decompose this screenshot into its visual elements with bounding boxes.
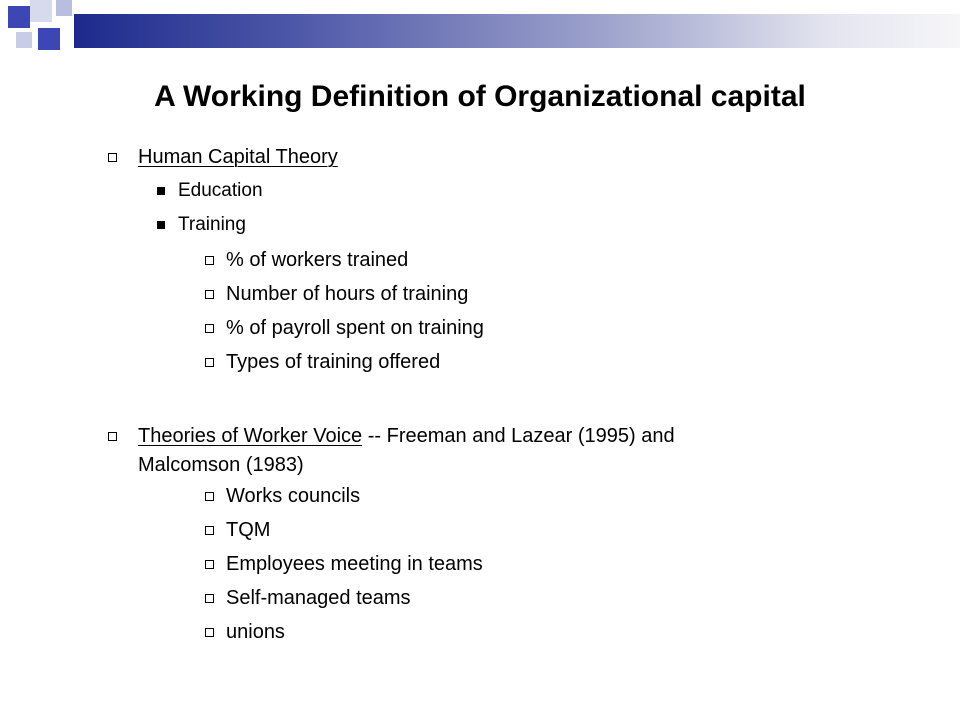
list-item: Employees meeting in teams [226,553,483,575]
decor-square-icon [30,0,52,22]
list-item: % of payroll spent on training [226,317,484,339]
section2-heading-rest: -- Freeman and Lazear (1995) and [362,425,675,447]
hollow-square-bullet-icon [205,526,214,535]
list-item: Number of hours of training [226,283,469,305]
section2-heading-underlined: Theories of Worker Voice [138,425,363,447]
list-item: Self-managed teams [226,587,411,609]
decor-square-icon [38,28,60,50]
solid-square-bullet-icon [157,221,165,229]
hollow-square-bullet-icon [205,290,214,299]
list-item: Training [178,214,246,235]
hollow-square-bullet-icon [205,594,214,603]
list-item: Types of training offered [226,351,441,373]
section1-heading: Human Capital Theory [138,146,338,168]
list-item: Works councils [226,485,361,507]
hollow-square-bullet-icon [205,324,214,333]
decor-square-icon [56,0,72,16]
list-item: Education [178,180,263,201]
list-item: unions [226,621,285,643]
list-item: TQM [226,519,271,541]
decor-square-icon [16,32,32,48]
hollow-square-bullet-icon [205,560,214,569]
hollow-square-bullet-icon [205,256,214,265]
section2-heading [138,424,675,448]
hollow-square-bullet-icon [108,153,117,162]
slide-title: A Working Definition of Organizational capital [154,80,806,113]
hollow-square-bullet-icon [108,432,117,441]
decor-square-icon [52,16,64,28]
header-gradient-band [74,14,960,48]
list-item: % of workers trained [226,249,409,271]
hollow-square-bullet-icon [205,628,214,637]
decor-square-icon [8,6,30,28]
hollow-square-bullet-icon [205,492,214,501]
solid-square-bullet-icon [157,187,165,195]
hollow-square-bullet-icon [205,358,214,367]
section2-heading-line2: Malcomson (1983) [138,454,304,476]
